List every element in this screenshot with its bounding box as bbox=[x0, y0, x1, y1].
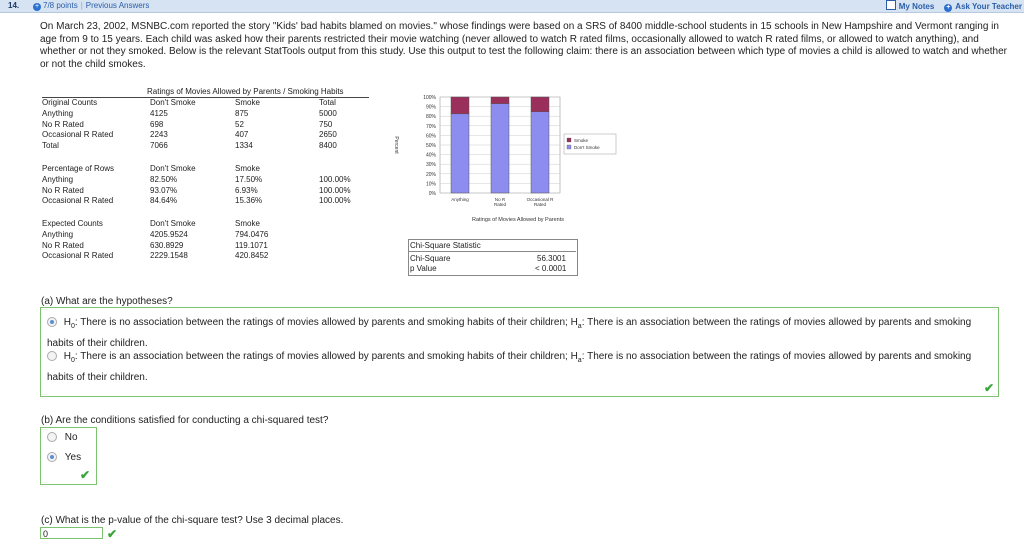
y-tick-label: 50% bbox=[425, 143, 436, 149]
table-cell: 2243 bbox=[150, 130, 168, 139]
table-cell: 100.00% bbox=[319, 196, 351, 205]
percent-header-smoke: Smoke bbox=[235, 164, 260, 173]
x-tick-label: Anything bbox=[451, 197, 469, 202]
header-dont-smoke: Don't Smoke bbox=[150, 98, 196, 107]
part-a-option-2[interactable] bbox=[47, 348, 992, 386]
x-tick-label: Occasional R bbox=[526, 197, 554, 202]
expected-header-dont-smoke: Don't Smoke bbox=[150, 219, 196, 228]
y-axis-label: Percent bbox=[393, 136, 399, 154]
header-actions bbox=[886, 0, 1022, 13]
expand-icon[interactable]: + bbox=[34, 3, 40, 10]
y-tick-label: 10% bbox=[425, 181, 436, 188]
percent-label: Percentage of Rows bbox=[42, 164, 115, 173]
ask-teacher-link[interactable]: Ask Your Teacher bbox=[955, 2, 1022, 11]
row-label: Total bbox=[42, 140, 59, 150]
correct-check-icon: ✔ bbox=[80, 468, 91, 482]
table-cell: 6.93% bbox=[235, 185, 258, 195]
table-cell: 7066 bbox=[150, 140, 168, 150]
chi-square-title: Chi-Square Statistic bbox=[410, 241, 481, 250]
legend-label: Smoke bbox=[574, 138, 589, 143]
table-cell: 750 bbox=[319, 119, 333, 129]
ha-subscript: a bbox=[577, 357, 582, 364]
table-cell: 4125 bbox=[150, 109, 168, 118]
row-label: Anything bbox=[42, 109, 74, 118]
expected-header-smoke: Smoke bbox=[235, 219, 260, 228]
row-label: Anything bbox=[42, 230, 74, 239]
row-label: No R Rated bbox=[42, 240, 84, 250]
chi-rule bbox=[408, 251, 576, 252]
radio-option-2[interactable] bbox=[47, 351, 57, 361]
part-a-option-1[interactable] bbox=[47, 314, 992, 352]
option-no-label: No bbox=[64, 432, 78, 443]
table-cell: 15.36% bbox=[235, 196, 263, 205]
h0-letter: H bbox=[63, 351, 72, 362]
table-cell: 5000 bbox=[319, 109, 337, 118]
table-cell: 2650 bbox=[319, 130, 337, 139]
y-tick-label: 40% bbox=[425, 152, 436, 159]
radio-option-1[interactable] bbox=[47, 317, 57, 327]
chi-square-label: Chi-Square bbox=[410, 254, 451, 263]
table-cell: 4205.9524 bbox=[150, 230, 188, 239]
p-value-answer-input[interactable]: 0 bbox=[40, 527, 103, 539]
bar-segment bbox=[451, 114, 469, 193]
x-axis-label: Ratings of Movies Allowed by Parents bbox=[471, 217, 565, 223]
y-tick-label: 30% bbox=[425, 162, 436, 169]
separator: | bbox=[80, 1, 83, 10]
table-cell: 2229.1548 bbox=[150, 251, 188, 260]
option-1-text bbox=[47, 317, 971, 349]
points-area bbox=[33, 0, 149, 12]
bar-segment bbox=[531, 112, 549, 193]
option-yes-label: Yes bbox=[64, 452, 82, 463]
bar-segment bbox=[451, 97, 469, 114]
row-label: No R Rated bbox=[42, 119, 84, 129]
table-cell: 84.64% bbox=[150, 196, 178, 205]
part-c-question: (c) What is the p-value of the chi-square test? Use 3 decimal places. bbox=[41, 515, 344, 526]
table-cell: 100.00% bbox=[319, 175, 351, 184]
h0-subscript: 0 bbox=[71, 323, 75, 330]
table-cell: 82.50% bbox=[150, 175, 178, 184]
p-value-value: < 0.0001 bbox=[535, 264, 567, 273]
table-cell: 420.8452 bbox=[235, 251, 269, 260]
bar-segment bbox=[531, 97, 549, 112]
table-cell: 698 bbox=[150, 119, 164, 129]
y-tick-label: 100% bbox=[423, 95, 436, 101]
table-cell: 1334 bbox=[235, 140, 253, 150]
part-b-question: (b) Are the conditions satisfied for conducting a chi-squared test? bbox=[41, 415, 329, 426]
y-tick-label: 90% bbox=[425, 104, 436, 111]
x-tick-label: Rated bbox=[533, 202, 547, 207]
row-label: No R Rated bbox=[42, 185, 84, 195]
table-cell: 93.07% bbox=[150, 185, 178, 195]
table-cell: 8400 bbox=[319, 140, 337, 150]
radio-no[interactable] bbox=[47, 432, 57, 442]
table-title: Ratings of Movies Allowed by Parents / Smoking Habits bbox=[147, 87, 344, 96]
bar-segment bbox=[491, 97, 509, 104]
chi-square-value: 56.3001 bbox=[537, 254, 566, 263]
legend-box bbox=[564, 134, 616, 154]
legend-swatch bbox=[567, 138, 571, 142]
row-label: Occasional R Rated bbox=[42, 196, 114, 205]
ha-text: : There is no association between the ratings of movies allowed by parents and smoking habits of their children. bbox=[47, 351, 972, 383]
table-cell: 100.00% bbox=[319, 185, 351, 195]
x-tick-label: No R bbox=[494, 197, 506, 202]
question-header-bar bbox=[0, 0, 1024, 13]
part-a-question: (a) What are the hypotheses? bbox=[41, 296, 173, 307]
part-b-option-yes[interactable] bbox=[47, 452, 81, 463]
table-cell: 119.1071 bbox=[235, 240, 268, 250]
table-cell: 630.8929 bbox=[150, 240, 184, 250]
question-number: 14. bbox=[8, 1, 20, 10]
ha-subscript: a bbox=[577, 323, 582, 330]
radio-yes[interactable] bbox=[47, 452, 57, 462]
header-smoke: Smoke bbox=[235, 98, 260, 107]
table-cell: 52 bbox=[235, 119, 244, 129]
table-cell: 794.0476 bbox=[235, 230, 269, 239]
x-tick-label: Rated bbox=[493, 202, 507, 207]
y-tick-label: 60% bbox=[425, 133, 436, 140]
correct-check-icon: ✔ bbox=[107, 527, 118, 541]
table-cell: 875 bbox=[235, 109, 249, 118]
header-total: Total bbox=[319, 98, 336, 107]
h0-subscript: 0 bbox=[71, 357, 75, 364]
row-label: Anything bbox=[42, 175, 74, 184]
y-tick-label: 20% bbox=[425, 171, 436, 178]
legend-swatch bbox=[567, 145, 571, 149]
observed-label: Original Counts bbox=[42, 98, 98, 107]
h0-letter: H bbox=[63, 317, 72, 328]
expected-label: Expected Counts bbox=[42, 219, 103, 228]
y-tick-label: 0% bbox=[428, 191, 436, 197]
notes-icon[interactable] bbox=[886, 0, 896, 10]
table-cell: 407 bbox=[235, 130, 249, 139]
option-2-text bbox=[47, 351, 971, 383]
p-value-label: p Value bbox=[410, 264, 437, 273]
percent-header-dont-smoke: Don't Smoke bbox=[150, 164, 196, 173]
points-label: 7/8 points bbox=[43, 1, 78, 10]
previous-answers-link[interactable]: Previous Answers bbox=[85, 1, 150, 10]
ha-text: : There is an association between the ratings of movies allowed by parents and smoking habits of their children. bbox=[47, 317, 972, 349]
y-tick-label: 70% bbox=[425, 123, 436, 130]
h0-text: : There is an association between the ratings of movies allowed by parents and smoking habits of their children; H bbox=[74, 351, 578, 362]
question-intro-text: On March 23, 2002, MSNBC.com reported the story "Kids' bad habits blamed on movies." whose findings were based on a SRS of 8400 middle-school students in 15 schools in New Hampshire and Vermont ranging in age from 9 to 15 years. Each child was asked how their parents restricted their movie watching (never allowed to watch R rated films, occasionally allowed to watch R rated films, or allowed to watch anything), and whether or not they smoked. Below is the relevant StatTools output from this study. Use this output to test the following claim: there is an association between which type of movies a child is allowed to watch and whether or not the child smokes. bbox=[40, 21, 1007, 70]
bar-segment bbox=[491, 104, 509, 193]
table-cell: 17.50% bbox=[235, 175, 263, 184]
stacked-bar-chart bbox=[388, 88, 620, 228]
y-tick-label: 80% bbox=[425, 114, 436, 121]
h0-text: : There is no association between the ratings of movies allowed by parents and smoking habits of their children; H bbox=[74, 317, 578, 328]
ask-teacher-icon[interactable]: + bbox=[946, 4, 951, 11]
row-label: Occasional R Rated bbox=[42, 130, 114, 139]
correct-check-icon: ✔ bbox=[984, 381, 995, 395]
part-b-option-no[interactable] bbox=[47, 432, 78, 443]
row-label: Occasional R Rated bbox=[42, 251, 114, 260]
my-notes-link[interactable]: My Notes bbox=[898, 2, 935, 11]
legend-label: Don't Smoke bbox=[574, 145, 600, 150]
